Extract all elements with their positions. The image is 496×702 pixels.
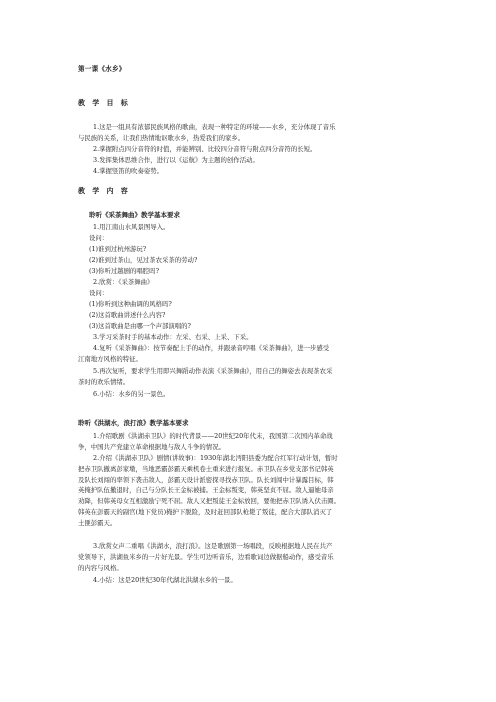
contents-heading: 教 学 内 容 [78,187,131,195]
section2-para3-line-3: 的内容与风格。 [78,563,123,572]
section1-line: 设问： [89,234,109,242]
section2-para2-line-7: 土匪彭霸天。 [78,518,117,527]
objective-1 [78,122,425,144]
section2-title: 聆听《洪湖水，浪打浪》教学基本要求 [78,419,189,427]
objective-4: 4.掌握竖笛的吹奏姿势。 [93,167,164,175]
section1-para4 [78,343,425,365]
section1-line: 设问： [89,289,109,297]
section1-summary: 6.小结：水乡的另一景色。 [93,390,170,398]
section2-para2-line-3: 及队长刘闯的率领下袭击敌人，彭霸天设计派密探寻找赤卫队。队长刘闯中计暴露目标，韩 [78,475,334,484]
section2-para1-line-2: 争，中国共产党建立革命根据地与敌人斗争的情况。 [78,442,225,451]
section1-line: 3.学习采茶时手的基本动作：左采、右采、上采、下采。 [93,333,253,341]
section1-line: (3)你听过越剧的唱腔吗? [89,267,159,275]
objectives-heading: 教 学 目 标 [78,99,131,107]
section2-summary: 4.小结：这是20世纪30年代湖北洪湖水乡的一景。 [93,576,237,584]
unit-title: 第一课《水乡》 [78,65,126,73]
section2-para2-line-6: 韩英在彭霸天的副官(地下党员)掩护下脱险，及时赶回部队枪毙了叛徒，配合大部队消灭了 [78,507,333,516]
section1-line: 2.欣赏：《采茶舞曲》 [93,278,154,286]
section1-para4-line-2: 江南地方风格的特征。 [78,354,142,363]
section2-para1-line-1: 1.介绍歌剧《洪湖赤卫队》的时代背景——20世纪20年代末，我国第二次国内革命战 [93,432,333,440]
section1-line: (3)这首歌曲是由哪一个声部演唱的? [89,322,191,330]
objective-1-line-2: 与民族的关系，让我们热情地讴歌水乡，热爱我们的家乡。 [78,133,245,142]
section2-para2-line-5: 劝降，但韩英母女互相激励宁死不屈。敌人又把叛徒王金标放回，要他把赤卫队诱入伏击圈。 [78,497,341,506]
section1-para5-line-1: 5.再次复听，要求学生用即兴舞蹈动作表演《采茶舞曲》，用自己的舞姿去表现茶农采 [93,367,333,375]
section1-line: (2)谁到过茶山，见过茶农采茶的劳动? [89,256,198,264]
section2-para3 [78,541,425,573]
section2-para3-line-1: 3.欣赏女声二重唱《洪湖水，浪打浪》。这是歌剧第一场唱段，反映根据地人民在共产 [93,542,333,550]
section1-para4-line-1: 4.复听《采茶舞曲》：按节奏配上手的动作，并跟录音哼唱《采茶舞曲》，进一步感受 [93,344,330,352]
section1-line: 1.用江南山水风景图导入。 [93,223,170,231]
section1-para5-line-2: 茶时的欢乐情绪。 [78,377,130,386]
section1-line: (2)这首歌曲讲述什么内容? [89,311,166,319]
section2-para2-line-4: 英掩护队伍撤退时，自己与分队长王金标被捕。王金标叛变，韩英坚贞不屈。敌人逼她母亲 [78,486,334,495]
objective-2: 2.掌握附点四分音符的时值，并能辨别、比较四分音符与附点四分音符的长短。 [93,145,317,153]
section1-line: (1)谁到过杭州游玩? [89,245,147,253]
section2-para2-line-1: 2.介绍《洪湖赤卫队》剧情(讲故事)：1930年湖北沔阳县委为配合红军行动计划，暂时 [93,454,338,462]
section2-para1 [78,431,425,453]
section1-line: (1)你听到这种曲调的风格吗? [89,300,172,308]
section1-para5 [78,366,425,388]
section2-para2 [78,453,425,529]
section2-para3-line-2: 党领导下，洪湖鱼米乡的一片好光景。学生可边听音乐，边看歌词边做据船动作，感受音乐 [78,552,334,561]
objective-1-line-1: 1.这是一组具有浓郁民族风格的歌曲，表现一种特定的环境——水乡，充分体现了音乐 [93,123,336,131]
objective-3: 3.发挥集体思维合作，进行以《运航》为主题的创作活动。 [93,156,259,164]
section2-para2-line-2: 把赤卫队撤离彭家墩，当地恶霸彭霸天乘机卷土重来进行报复。赤卫队在乡党支部书记韩英 [78,464,334,473]
section1-title: 聆听《采茶舞曲》教学基本要求 [89,211,180,219]
